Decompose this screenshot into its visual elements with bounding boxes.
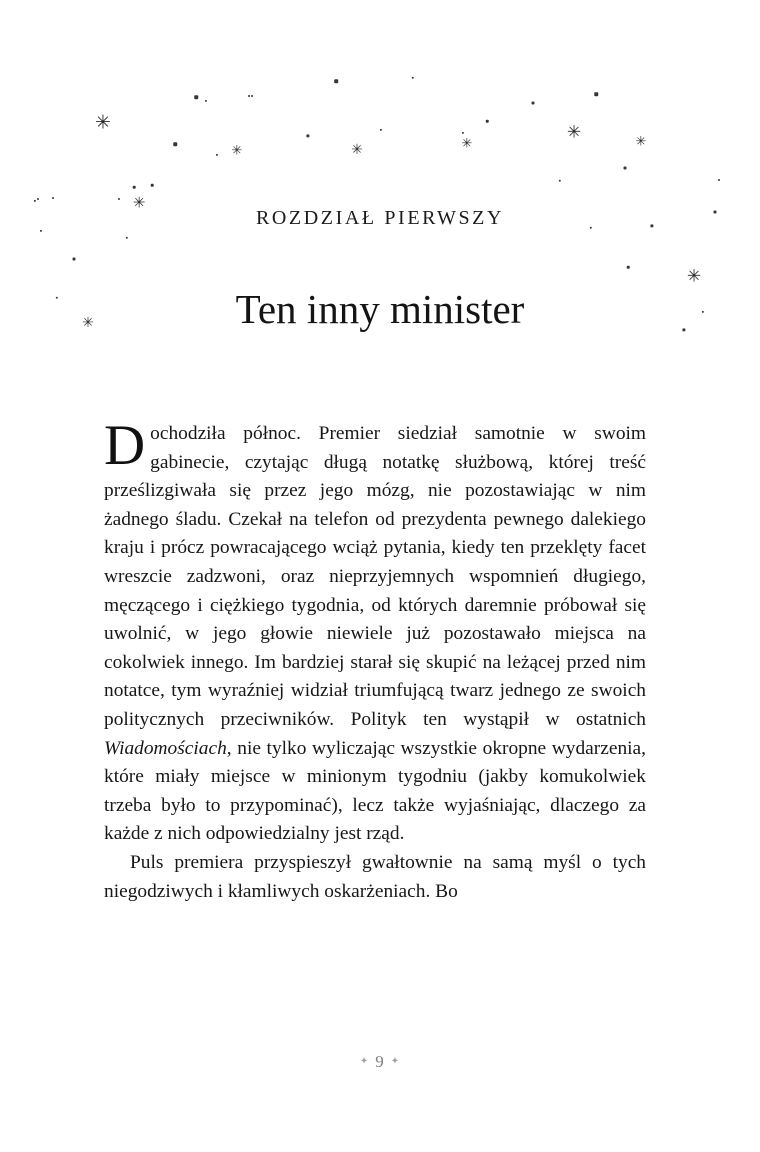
folio-ornament-left-icon: ✦ — [359, 1056, 370, 1067]
body-text-column — [104, 414, 646, 906]
page-number: 9 — [375, 1052, 385, 1071]
star-dot-icon — [151, 184, 154, 187]
star-dot-icon — [205, 100, 207, 102]
paragraph-first-text-before-italic: ochodziła północ. Premier siedział samotnie w swoim gabinecie, czytając długą notatkę służbową, której treść prześlizgiwała się przez jego mózg, nie pozostawiając w nim żadnego śladu. Czekał na telefon od prezydenta pewnego dalekiego kraju i prócz powracającego wciąż pytania, kiedy ten przeklęty facet wreszcie zadzwoni, oraz nieprzyjemnych wspomnień długiego, męczącego i ciężkiego tygodnia, od których daremnie próbował się uwolnić, w jego głowie niewiele już pozostawało miejsca na cokolwiek innego. Im bardziej starał się skupić na leżącej przed nim notatce, tym wyraźniej widział triumfującą twarz jednego ze swoich politycznych przeciwników. Polityk ten wystąpił w ostatnich — [104, 423, 646, 730]
star-dot-icon — [486, 120, 489, 123]
star-icon: ✳ — [461, 136, 473, 152]
chapter-label: ROZDZIAŁ PIERWSZY — [255, 207, 505, 229]
star-icon: ✳ — [82, 315, 94, 331]
star-dot-icon — [306, 134, 309, 137]
star-dot-icon — [334, 79, 338, 83]
star-icon: ✳ — [635, 134, 647, 150]
paragraph-second-text: Puls premiera przyspieszył gwałtownie na samą myśl o tych niegodziwych i kłamliwych oskarżeniach. Bo — [104, 851, 646, 902]
star-dot-icon — [718, 179, 720, 181]
star-icon: ✳ — [351, 142, 363, 158]
star-dot-icon — [173, 142, 177, 146]
star-icon: ✳ — [95, 111, 111, 134]
star-dot-icon — [52, 197, 54, 199]
chapter-heading-block — [0, 206, 760, 333]
italic-publication-name: Wiadomościach — [104, 737, 227, 759]
star-dot-icon — [559, 180, 561, 182]
star-dot-icon — [624, 167, 627, 170]
star-icon: ✳ — [686, 266, 702, 287]
star-icon: ✳ — [231, 143, 243, 159]
star-dot-icon — [216, 154, 218, 156]
star-dot-icon — [594, 92, 598, 96]
star-dot-icon — [532, 102, 535, 105]
star-icon: ✳ — [132, 193, 146, 212]
folio — [0, 1052, 760, 1072]
star-dot-icon — [251, 95, 253, 97]
star-dot-icon — [37, 198, 39, 200]
star-dot-icon — [412, 77, 414, 79]
star-dot-icon — [133, 186, 136, 189]
paragraph-second — [104, 849, 646, 906]
star-dot-icon — [118, 198, 120, 200]
star-icon: ✳ — [566, 122, 582, 143]
star-dot-icon — [462, 132, 464, 134]
paragraph-first — [104, 414, 646, 849]
drop-cap: D — [104, 414, 146, 477]
star-dot-icon — [248, 95, 250, 97]
star-dot-icon — [194, 95, 198, 99]
chapter-title: Ten inny minister — [235, 286, 525, 332]
star-dot-icon — [380, 129, 382, 131]
folio-ornament-right-icon: ✦ — [390, 1056, 401, 1067]
paragraph-first-text-after-italic: , nie tylko wyliczając wszystkie okropne wydarzenia, które miały miejsce w minionym tygodniu (jakby komukolwiek trzeba było to przypominać), lecz także wyjaśniając, dlaczego za każde z nich odpowiedzialny jest rząd. — [104, 737, 646, 845]
star-dot-icon — [34, 200, 36, 202]
